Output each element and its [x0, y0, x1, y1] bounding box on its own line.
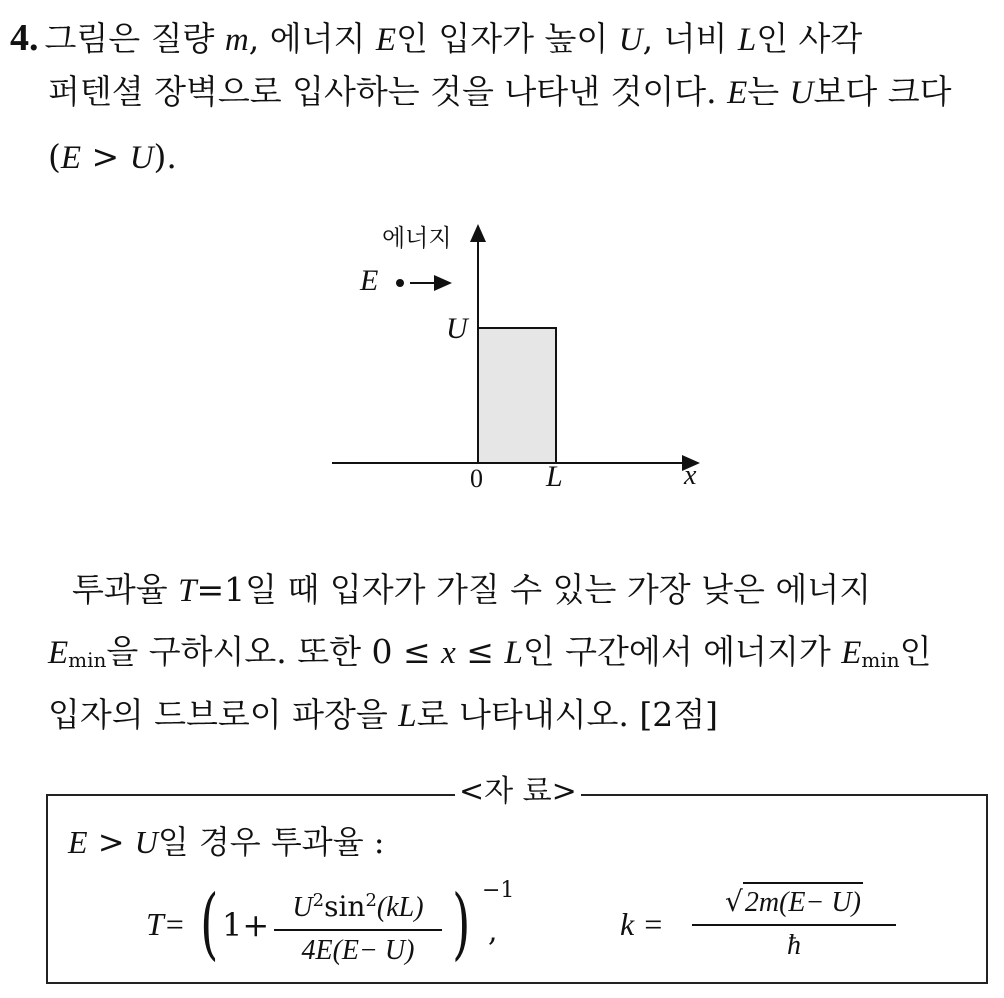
formula-t-exponent: −1 [482, 878, 515, 903]
origin-label: 0 [470, 464, 483, 493]
transmission-formula [146, 878, 526, 978]
particle-energy-label: E [360, 264, 379, 297]
formula-k-fraction [692, 882, 896, 964]
task-line-3: 입자의 드브로이 파장을 L로 나타내시오. [2점] [48, 695, 718, 734]
left-paren: ( [200, 879, 219, 969]
fraction-bar [274, 929, 442, 931]
task-line-2: $E_{min}$을 구하시오. 또한 0 ≤ x ≤ L인 구간에서 에너지가 $E_{min}$인 [48, 632, 932, 672]
formula-t-fraction [274, 882, 442, 969]
barrier-height-label: U [446, 312, 468, 345]
question-line-1: 4. 그림은 질량 m, 에너지 E인 입자가 높이 U, 너비 L인 사각 [10, 17, 863, 59]
formula-t-lhs: T= [146, 906, 186, 942]
formula-t-denominator: 4E(E− U) [301, 935, 415, 966]
question-line-3: (E > U). [48, 137, 177, 176]
formula-t-comma: , [488, 914, 498, 949]
particle-dot [396, 279, 404, 287]
wavenumber-formula [620, 880, 920, 980]
question-line-2: 퍼텐셜 장벽으로 입사하는 것을 나타낸 것이다. E는 U보다 크다 [48, 72, 952, 111]
potential-barrier-figure [320, 210, 720, 500]
formula-k-numerator: √2m(E− U) [692, 882, 896, 922]
formula-t-numerator: $U^2\sin^2(kL)$ [292, 890, 424, 923]
barrier-rect [478, 328, 556, 463]
barrier-width-label: L [546, 460, 563, 493]
formula-k-denominator: ħ [787, 930, 801, 961]
task-line-1: 투과율 T=1일 때 입자가 가질 수 있는 가장 낮은 에너지 [72, 570, 871, 609]
formula-k-lhs: k = [620, 906, 664, 942]
x-axis-label: x [684, 460, 697, 491]
right-paren: ) [452, 879, 471, 969]
question-number: 4. [10, 17, 39, 59]
data-box-title: <자 료> [455, 774, 581, 810]
formula-t-one: 1+ [222, 906, 270, 944]
data-box-condition: E > U일 경우 투과율 : [68, 823, 385, 861]
barrier-diagram [320, 210, 720, 500]
fraction-bar [692, 924, 896, 926]
energy-axis-label: 에너지 [382, 224, 452, 252]
